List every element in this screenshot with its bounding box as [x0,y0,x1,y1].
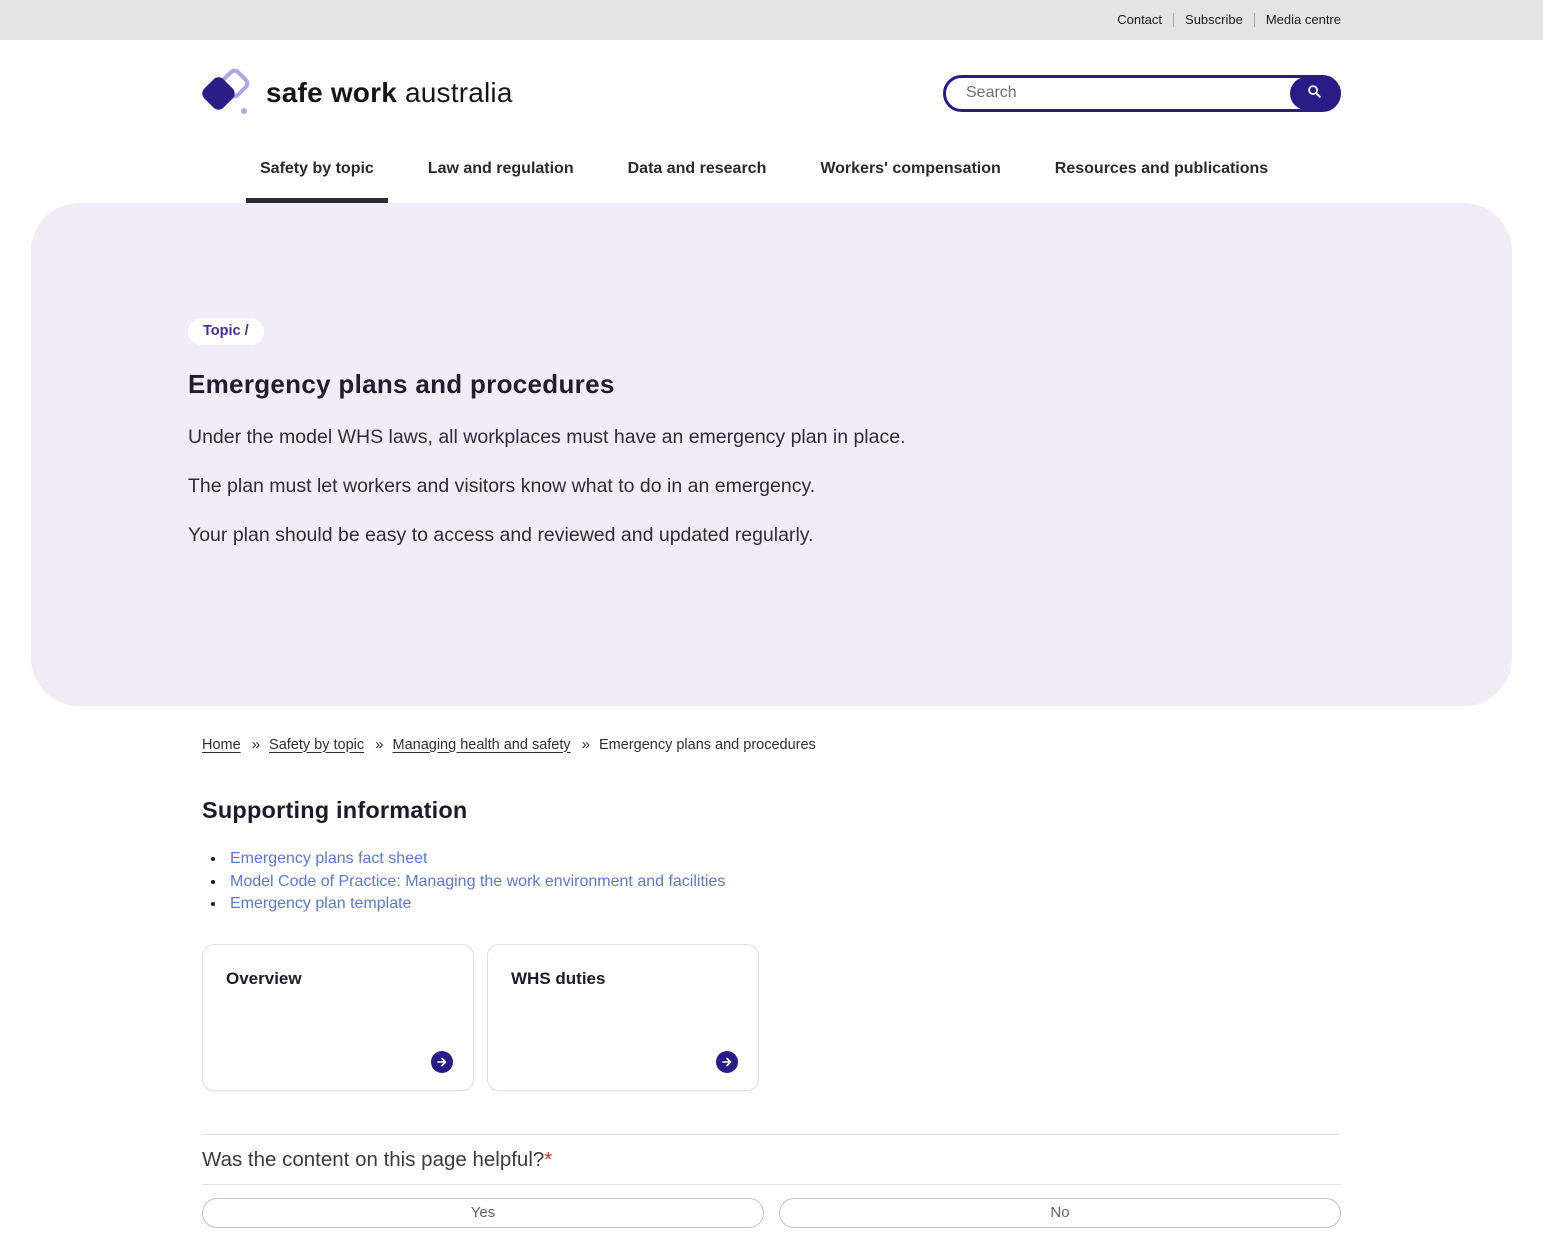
page-title: Emergency plans and procedures [188,369,615,399]
nav-item-data-and-research[interactable]: Data and research [627,160,767,177]
media-centre-link[interactable]: Media centre [1254,13,1341,27]
breadcrumb-safety-by-topic[interactable]: Safety by topic [269,736,365,753]
contact-link[interactable]: Contact [1117,12,1163,27]
divider [202,1184,1341,1185]
search-button[interactable] [1290,77,1339,110]
hero-paragraph: Under the model WHS laws, all workplaces must have an emergency plan in place. [188,426,906,448]
card-title: WHS duties [511,968,606,988]
feedback-section [202,1134,1341,1228]
required-asterisk: * [544,1147,553,1171]
hero-paragraph: Your plan should be easy to access and reviewed and updated regularly. [188,524,814,547]
hero-paragraph: The plan must let workers and visitors know what to do in an emergency. [188,475,816,498]
list-item [226,893,1341,916]
topic-badge: Topic / [188,318,264,345]
feedback-no-button[interactable]: No [779,1198,1341,1228]
breadcrumb-managing-health-and-safety[interactable]: Managing health and safety [392,736,571,753]
emergency-plans-fact-sheet-link[interactable]: Emergency plans fact sheet [230,850,428,867]
supporting-information-section [202,797,1341,916]
feedback-question-text: Was the content on this page helpful? [202,1147,545,1171]
nav-item-law-and-regulation[interactable]: Law and regulation [427,160,574,177]
feedback-question [202,1148,1341,1172]
chevron-right-icon: » [581,736,588,753]
supporting-information-heading: Supporting information [202,797,468,823]
safework-diamond-logo-icon [202,66,254,120]
nav-item-safety-by-topic[interactable]: Safety by topic [246,150,388,203]
list-item [226,871,1341,894]
card-title: Overview [226,968,302,988]
breadcrumb-current-page: Emergency plans and procedures [598,736,816,753]
feedback-yes-button[interactable]: Yes [202,1198,764,1228]
logo-text-light: australia [404,77,513,108]
emergency-plan-template-link[interactable]: Emergency plan template [230,895,412,912]
utility-bar [0,0,1543,40]
feedback-buttons [202,1198,1341,1228]
whs-duties-card[interactable] [487,944,759,1091]
overview-card[interactable] [202,944,474,1091]
logo-text-bold: safe work [266,77,397,108]
model-code-of-practice-link[interactable]: Model Code of Practice: Managing the work environment and facilities [230,872,726,890]
supporting-links-list [226,848,1341,916]
hero-banner [31,203,1512,706]
topic-cards [202,944,1341,1091]
nav-item-workers-compensation[interactable]: Workers' compensation [820,160,1001,177]
chevron-right-icon: » [251,736,259,753]
breadcrumb-home[interactable]: Home [202,736,241,753]
list-item [226,848,1341,871]
logo-dot [241,108,247,114]
divider [202,1134,1341,1135]
breadcrumb [202,736,1341,753]
arrow-right-icon[interactable] [716,1051,738,1073]
site-header [0,40,1543,136]
primary-nav [0,150,1543,203]
chevron-right-icon: » [375,736,382,753]
main-content [202,736,1341,1228]
search-input[interactable] [946,84,1338,102]
search-bar [943,75,1341,112]
arrow-right-icon[interactable] [431,1051,453,1073]
nav-item-resources-and-publications[interactable]: Resources and publications [1054,160,1269,177]
logo-wordmark [266,77,513,109]
safework-logo[interactable] [202,66,513,120]
search-icon [1306,83,1323,103]
subscribe-link[interactable]: Subscribe [1173,13,1254,27]
